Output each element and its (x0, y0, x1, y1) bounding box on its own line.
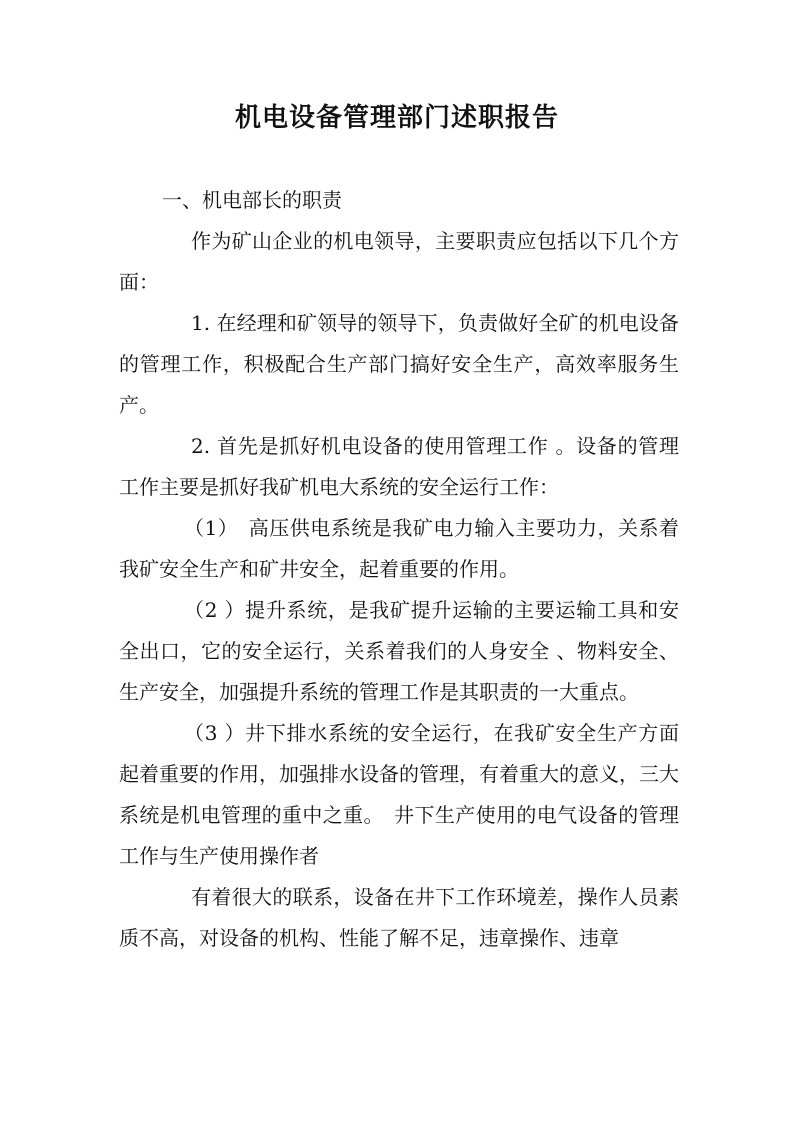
paragraph: （1） 高压供电系统是我矿电力输入主要功力，关系着我矿安全生产和矿井安全，起着重要的作用。 (119, 516, 679, 581)
document-body (119, 180, 679, 959)
paragraph: 1. 在经理和矿领导的领导下，负责做好全矿的机电设备的管理工作，积极配合生产部门搞好安全生产，高效率服务生产。 (119, 311, 679, 417)
paragraph: 作为矿山企业的机电领导，主要职责应包括以下几个方面： (119, 229, 679, 294)
paragraph: 2. 首先是抓好机电设备的使用管理工作 。设备的管理工作主要是抓好我矿机电大系统的安全运行工作： (119, 434, 679, 499)
paragraph: （2 ）提升系统，是我矿提升运输的主要运输工具和安全出口，它的安全运行，关系着我们的人身安全 、物料安全、生产安全，加强提升系统的管理工作是其职责的一大重点。 (119, 598, 679, 704)
document-title: 机电设备管理部门述职报告 (234, 103, 559, 133)
paragraph: 有着很大的联系，设备在井下工作环境差，操作人员素质不高，对设备的机构、性能了解不足，违章操作、违章 (119, 885, 679, 950)
section-heading: 一、机电部长的职责 (162, 188, 342, 212)
paragraph: （3 ）井下排水系统的安全运行，在我矿安全生产方面起着重要的作用，加强排水设备的管理，有着重大的意义，三大系统是机电管理的重中之重。 井下生产使用的电气设备的管理工作与生产使用操作者 (119, 721, 679, 868)
